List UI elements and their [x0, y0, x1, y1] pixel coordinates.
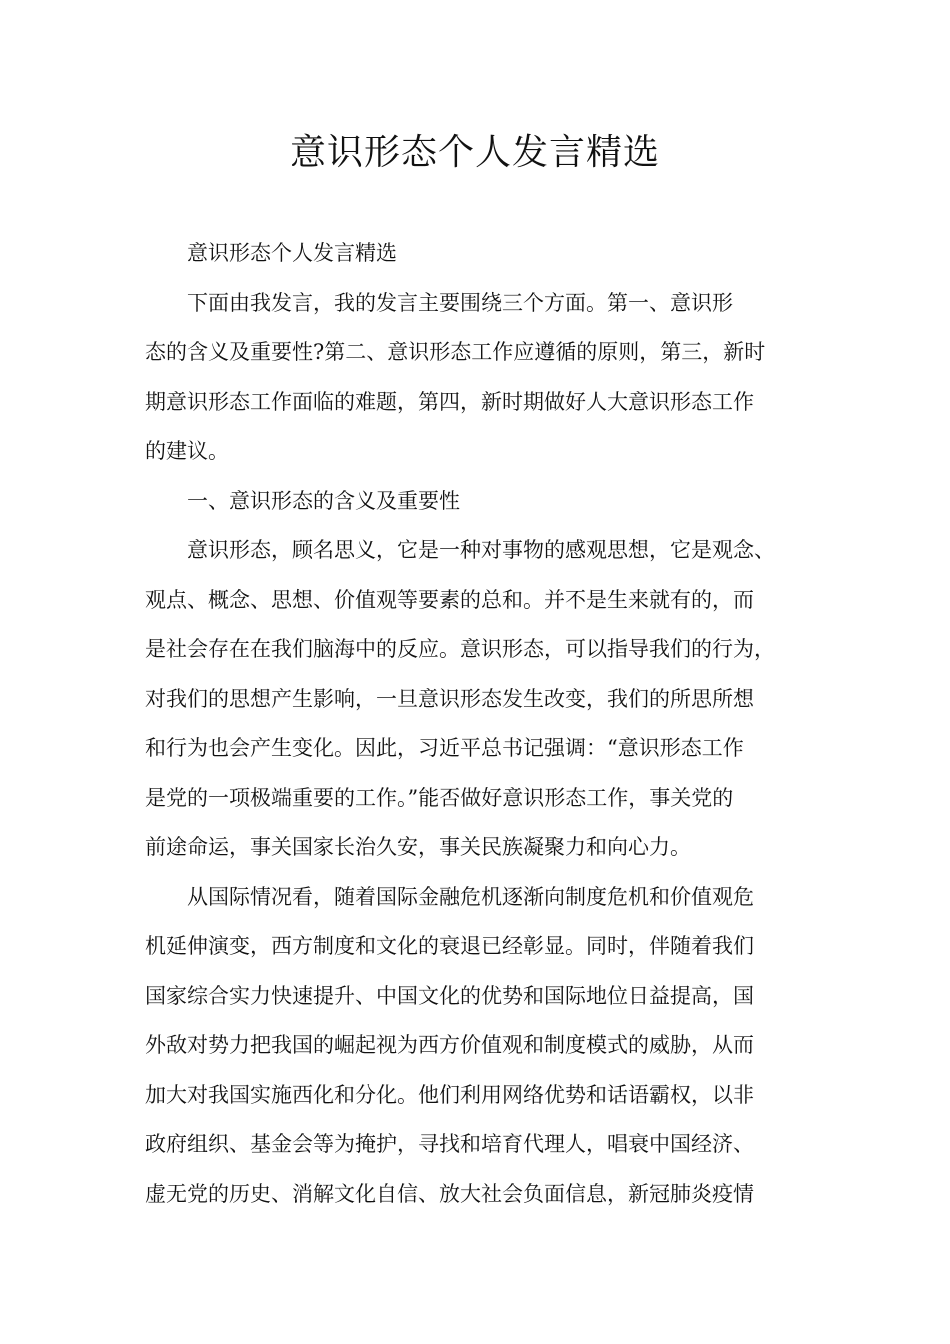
text-line: 意识形态个人发言精选 [187, 241, 397, 265]
text-line: 的建议。 [145, 439, 229, 463]
text-line: 国家综合实力快速提升、中国文化的优势和国际地位日益提高，国 [145, 983, 754, 1008]
text-line: 外敌对势力把我国的崛起视为西方价值观和制度模式的威胁，从而 [145, 1033, 754, 1057]
document-title: 意识形态个人发言精选 [289, 132, 660, 173]
paragraph-intro [145, 279, 815, 477]
paragraph-definition [145, 526, 815, 873]
text-line: 机延伸演变，西方制度和文化的衰退已经彰显。同时，伴随着我们 [145, 934, 754, 958]
section-heading [145, 477, 815, 527]
text-line: 观点、概念、思想、价值观等要素的总和。并不是生来就有的，而 [145, 587, 754, 612]
text-line: 加大对我国实施西化和分化。他们利用网络优势和话语霸权，以非 [145, 1082, 754, 1107]
text-line: 下面由我发言，我的发言主要围绕三个方面。第一、意识形 [187, 290, 733, 315]
text-line: 从国际情况看，随着国际金融危机逐渐向制度危机和价值观危 [187, 884, 754, 909]
text-line: 对我们的思想产生影响，一旦意识形态发生改变，我们的所思所想 [145, 686, 754, 711]
text-line: 一、意识形态的含义及重要性 [187, 488, 460, 513]
text-line: 态的含义及重要性?第二、意识形态工作应遵循的原则，第三，新时 [145, 340, 766, 364]
text-line: 是党的一项极端重要的工作。”能否做好意识形态工作，事关党的 [145, 785, 734, 810]
document-subtitle [145, 229, 815, 279]
text-line: 是社会存在在我们脑海中的反应。意识形态，可以指导我们的行为， [145, 637, 775, 661]
text-line: 政府组织、基金会等为掩护，寻找和培育代理人，唱衰中国经济、 [145, 1132, 754, 1156]
text-line: 和行为也会产生变化。因此，习近平总书记强调：“意识形态工作 [145, 736, 744, 760]
text-line: 期意识形态工作面临的难题，第四，新时期做好人大意识形态工作 [145, 389, 754, 414]
paragraph-international [145, 873, 815, 1220]
document-body [145, 229, 815, 1219]
text-line: 意识形态，顾名思义，它是一种对事物的感观思想，它是观念、 [187, 538, 775, 562]
text-line: 虚无党的历史、消解文化自信、放大社会负面信息，新冠肺炎疫情 [145, 1181, 754, 1206]
text-line: 前途命运，事关国家长治久安，事关民族凝聚力和向心力。 [145, 835, 691, 859]
